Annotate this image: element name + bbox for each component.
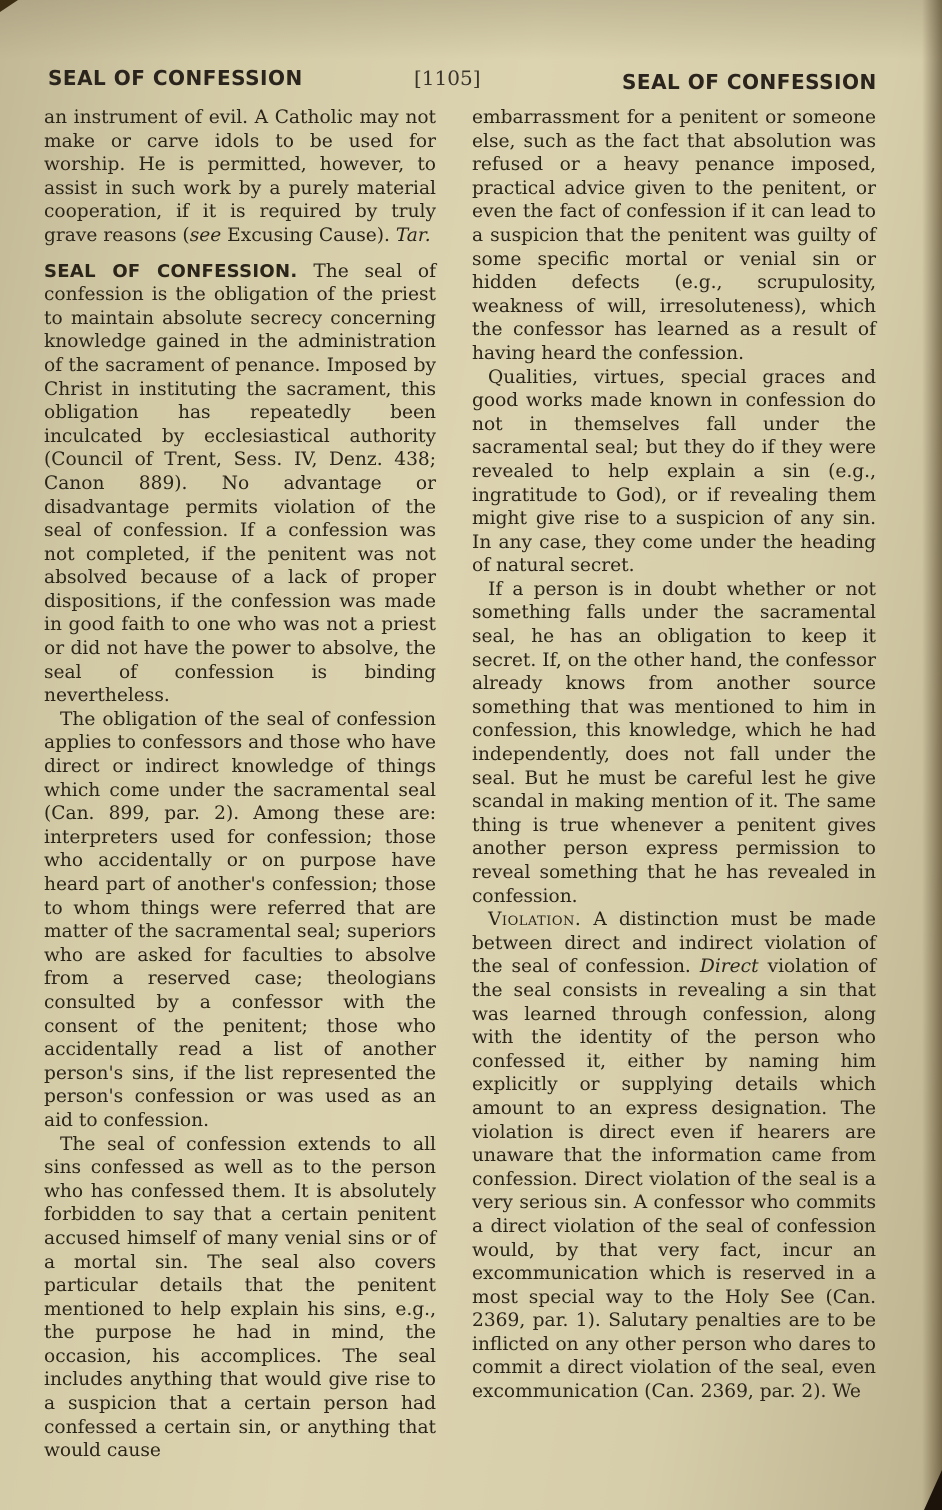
entry-intro-text: The seal of confession is the obligation of the priest to maintain absolute secrecy concerning knowledge gained in the administration of the sacrament of penance. Imposed by Christ in instituting the sacrament, this obligation has repeatedly been inculcated by ecclesiastical authority (Council of Trent, Sess. IV, Denz. 438; Canon 889). No advantage or disadvantage permits violation of the seal of confession. If a confession was not completed, if the penitent was not absolved because of a lack of proper dispositions, if the confession was made in good faith to one who was not a priest or did not have the power to absolve, the seal of confession is binding nevertheless.: [44, 260, 436, 707]
page-edge-shadow: [922, 0, 942, 1510]
left-column: [44, 106, 436, 1463]
paragraph-violation: [472, 908, 876, 1403]
paragraph-doubt: If a person is in doubt whether or not something falls under the sacramental seal, he has an obligation to keep it secret. If, on the other hand, the confessor already knows from another source something that was mentioned to him in confession, this knowledge, which he had independently, does not fall under the seal. But he must be careful lest he give scandal in making mention of it. The same thing is true whenever a penitent gives another person express permission to reveal something that he has revealed in confession.: [472, 578, 876, 907]
continuation-paragraph: [44, 106, 436, 248]
paragraph-embarrassment: embarrassment for a penitent or someone else, such as the fact that absolution was refused or a heavy penance imposed, practical advice given to the penitent, or even the fact of confession if it can lead to a suspicion that the penitent was guilty of some specific mortal or venial sin or hidden defects (e.g., scrupulosity, weakness of will, irresoluteness), which the confessor has learned as a result of having heard the confession.: [472, 107, 876, 364]
entry-title: SEAL OF CONFESSION.: [44, 260, 298, 282]
paragraph-qualities: Qualities, virtues, special graces and good works made known in confession do not in themselves fall under the sacramental seal; but they do if they were revealed to help explain a sin (e.g., ingratitude to God), or if revealing them might give rise to a suspicion of any sin. In any case, they come under the heading of natural secret.: [472, 366, 876, 577]
right-column: [472, 106, 876, 1404]
entry-gap: [44, 248, 436, 260]
direct-word: Direct: [699, 956, 759, 978]
page-number: [1105]: [414, 66, 481, 90]
page-top-shadow: [0, 0, 942, 60]
entry-first-paragraph: [44, 260, 436, 708]
cross-reference: Excusing Cause).: [221, 224, 396, 246]
author-initials: Tar.: [395, 224, 431, 246]
violation-text-b: violation of the seal consists in revealing a sin that was learned through confession, along with the identity of the person who confessed it, either by naming him explicitly or supplying details which amount to an express designation. The violation is direct even if hearers are unaware that the information came from confession. Direct violation of the seal is a very serious sin. A confessor who commits a direct violation of the seal of confession would, by that very fact, incur an excommunication which is reserved in a most special way to the Holy See (Can. 2369, par. 1). Salutary penalties are to be inflicted on any other person who dares to commit a direct violation of the seal, even excommunication (Can. 2369, par. 2). We: [472, 956, 876, 1403]
running-head-left: SEAL OF CONFESSION: [48, 66, 303, 90]
paragraph-obligation: The obligation of the seal of confession applies to confessors and those who have direct or indirect knowledge of things which come under the sacramental seal (Can. 899, par. 2). Among these are: interpreters used for confession; those who accidentally or on purpose have heard part of another's confession; those to whom things were referred that are matter of the sacramental seal; superiors who are asked for faculties to absolve from a reserved case; theologians consulted by a confessor with the consent of the penitent; those who accidentally read a list of another person's sins, if the list represented the person's confession or was used as an aid to confession.: [44, 708, 436, 1131]
continuation-text: an instrument of evil. A Catholic may not make or carve idols to be used for worship. He is permitted, however, to assist in such work by a purely material cooperation, if it is required by truly grave reasons (: [44, 107, 436, 246]
violation-text-a: A distinction must be made between direct and indirect violation of the seal of confession.: [472, 909, 876, 978]
running-head-right: SEAL OF CONFESSION: [622, 70, 877, 94]
running-head: [0, 60, 942, 100]
paragraph-extent: The seal of confession extends to all sins confessed as well as to the person who has confessed them. It is absolutely forbidden to say that a certain penitent accused himself of many venial sins or of a mortal sin. The seal also covers particular details that the penitent mentioned to help explain his sins, e.g., the purpose he had in mind, the occasion, his accomplices. The seal includes anything that would give rise to a suspicion that a certain person had confessed a certain sin, or anything that would cause: [44, 1133, 436, 1462]
violation-heading: Violation.: [488, 909, 582, 931]
see-word: see: [189, 224, 222, 246]
